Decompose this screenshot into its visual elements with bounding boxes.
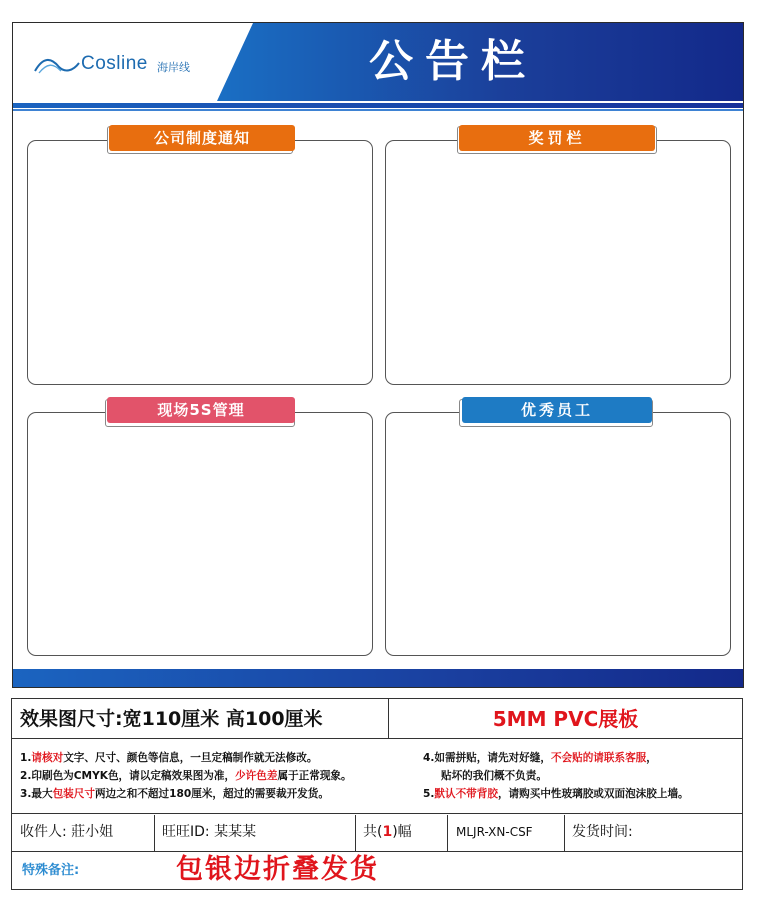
panel-rewards (385, 140, 731, 385)
special-note-label: 特殊备注: (22, 863, 80, 878)
panel-excellent-staff (385, 412, 731, 656)
note-text: ， (646, 752, 657, 764)
form-special-row (12, 853, 742, 889)
tab-rewards: 奖罚栏 (459, 125, 655, 151)
note-highlight: 包装尺寸 (52, 788, 95, 800)
form-info-row (12, 815, 742, 852)
tab-5s-management: 现场5S管理 (107, 397, 295, 423)
note-3 (20, 785, 329, 803)
divider (355, 815, 356, 852)
note-text: 3.最大 (20, 788, 53, 800)
note-text: 5. (423, 788, 435, 800)
quantity-field (363, 815, 412, 852)
size-text: 效果图尺寸:宽110厘米 高100厘米 (20, 708, 323, 730)
panel-5s-management (27, 412, 373, 656)
order-form (11, 698, 743, 890)
form-notes (12, 740, 742, 814)
note-text: 1. (20, 752, 32, 764)
product-code: MLJR-XN-CSF (456, 825, 533, 839)
note-highlight: 不会贴的请联系客服 (550, 752, 647, 764)
note-text: 4.如需拼贴，请先对好缝， (423, 752, 551, 764)
cosline-logo (33, 49, 213, 79)
material-text: 5MM PVC展板 (492, 707, 639, 731)
note-4-line-2: 贴坏的我们概不负责。 (441, 770, 547, 782)
note-2 (20, 767, 352, 785)
logo-english: Cosline (81, 53, 148, 74)
special-note-value: 包银边折叠发货 (176, 854, 379, 885)
quantity-number: 1 (382, 824, 393, 840)
quantity-prefix: 共( (363, 824, 383, 840)
note-text: ，请购买中性玻璃胶或双面泡沫胶上墙。 (497, 788, 689, 800)
tab-company-notice: 公司制度通知 (109, 125, 295, 151)
receiver-field: 收件人: 莊小姐 (20, 824, 114, 840)
tab-excellent-staff: 优秀员工 (462, 397, 652, 423)
quantity-suffix: )幅 (392, 824, 412, 840)
bulletin-board (12, 22, 744, 688)
header-stripe (13, 103, 743, 108)
divider (564, 815, 565, 852)
board-footer-bar (13, 669, 743, 687)
note-highlight: 少许色差 (235, 770, 278, 782)
note-text: 文字、尺寸、颜色等信息，一旦定稿制作就无法修改。 (63, 752, 318, 764)
note-4 (423, 749, 657, 767)
board-header (13, 23, 743, 101)
ship-time-field: 发货时间: (572, 824, 633, 840)
wangwang-id-field: 旺旺ID: 某某某 (162, 824, 257, 840)
divider (447, 815, 448, 852)
wave-logo-icon (33, 51, 81, 75)
panel-company-notice (27, 140, 373, 385)
form-size-row (12, 699, 742, 739)
note-1 (20, 749, 317, 767)
board-title: 公告栏 (369, 36, 537, 87)
note-highlight: 请核对 (31, 752, 64, 764)
logo-chinese: 海岸线 (157, 61, 190, 74)
note-text: 属于正常现象。 (277, 770, 352, 782)
note-highlight: 默认不带背胶 (434, 788, 498, 800)
header-thin-stripe (13, 109, 743, 111)
note-5 (423, 785, 689, 803)
note-text: 两边之和不超过180厘米，超过的需要裁开发货。 (94, 788, 329, 800)
note-text: 2.印刷色为CMYK色，请以定稿效果图为准， (20, 770, 236, 782)
divider (154, 815, 155, 852)
